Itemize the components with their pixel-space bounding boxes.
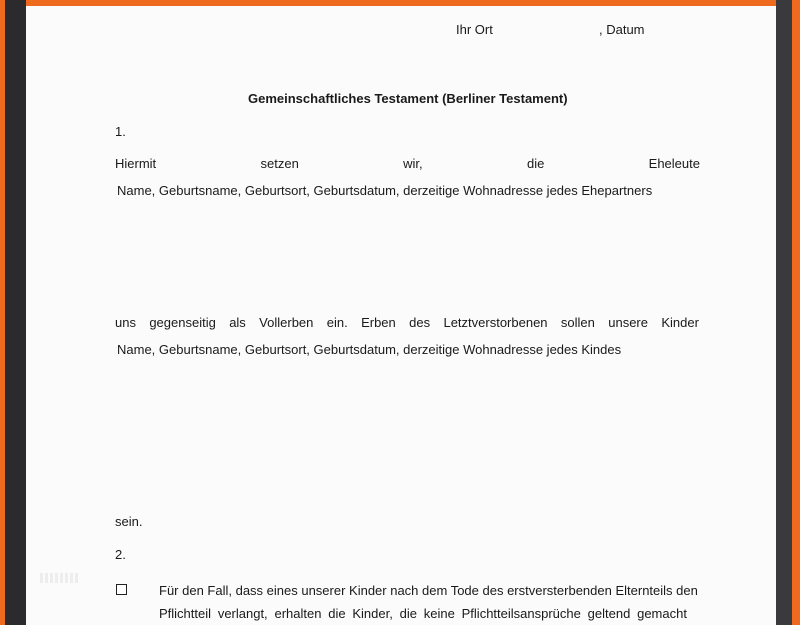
word: sollen [560,315,595,330]
date-field: , Datum [599,22,645,37]
right-scrollbar[interactable] [776,0,792,625]
section-2-number: 2. [115,547,126,562]
word: Kinder, [352,606,393,621]
option-checkbox[interactable] [116,584,127,595]
word: als [229,315,246,330]
word: Hiermit [115,156,157,171]
word: gemacht [637,606,687,621]
closing-text: sein. [115,514,143,529]
place-field: Ihr Ort [456,22,493,37]
word: Erben [361,315,396,330]
document-title: Gemeinschaftliches Testament (Berliner Testament) [248,91,568,106]
heirs-line [115,315,699,331]
left-panel [5,0,26,625]
option-text-line-1: Für den Fall, dass eines unserer Kinder nach dem Tode des erstversterbenden Elternteils den [159,583,698,598]
word: erhalten [274,606,322,621]
word: wir, [403,156,423,171]
word: gegenseitig [149,315,216,330]
word: Letztverstorbenen [443,315,548,330]
section-1-number: 1. [115,124,126,139]
word: geltend [587,606,631,621]
intro-line [115,156,700,172]
word: Vollerben [259,315,314,330]
word: Pflichtteil [159,606,212,621]
word: Kinder [661,315,699,330]
word: die [328,606,346,621]
word: ein. [326,315,348,330]
word: setzen [260,156,299,171]
children-placeholder: Name, Geburtsname, Geburtsort, Geburtsdatum, derzeitige Wohnadresse jedes Kindes [117,342,622,357]
word: uns [115,315,136,330]
spouses-placeholder: Name, Geburtsname, Geburtsort, Geburtsdatum, derzeitige Wohnadresse jedes Ehepartners [117,183,653,198]
option-text-line-2 [159,606,687,622]
word: keine [423,606,455,621]
word: Eheleute [648,156,700,171]
document-page [26,6,776,625]
word: des [409,315,431,330]
word: verlangt, [217,606,268,621]
word: die [399,606,417,621]
watermark [40,573,78,583]
word: die [526,156,545,171]
word: Pflichtteilsansprüche [461,606,581,621]
word: unsere [608,315,648,330]
